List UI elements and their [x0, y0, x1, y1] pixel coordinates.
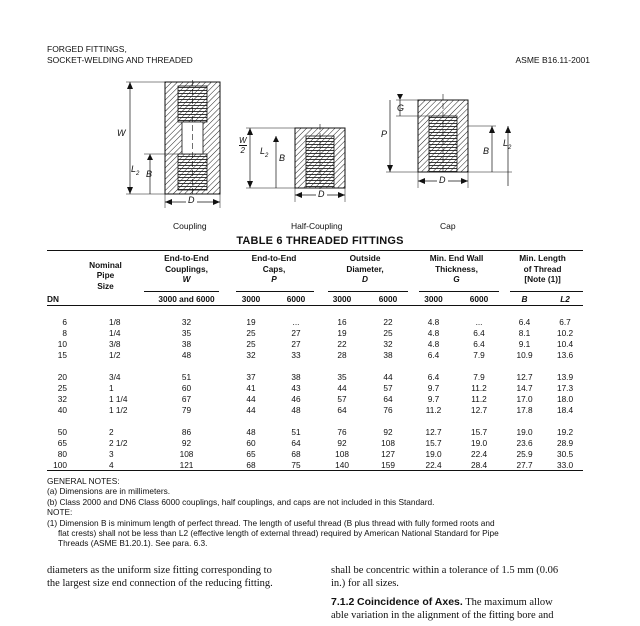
table-cell: 6.4 [518, 317, 531, 327]
cell-nps: 1 [109, 383, 114, 393]
table-cell: 19 [246, 317, 256, 327]
cell-nps: 1/8 [109, 317, 121, 327]
header-d: Outside Diameter, D [346, 253, 384, 284]
table-cell: 64 [383, 394, 393, 404]
table-cell: 68 [246, 460, 256, 470]
note-title: NOTE: [47, 507, 73, 518]
table-cell: 22.4 [425, 460, 442, 470]
table-row [47, 350, 583, 361]
table-cell: 108 [335, 449, 349, 459]
table-cell: 92 [383, 427, 393, 437]
table-cell: 76 [383, 405, 393, 415]
table-cell: 79 [181, 405, 192, 415]
table-cell: 19.0 [425, 449, 442, 459]
note-1-line-1: (1) Dimension B is minimum length of perfect thread. The length of useful thread (B plus thread with fully formed roots and [47, 517, 495, 528]
table-cell: 44 [383, 372, 393, 382]
table-row [47, 449, 583, 460]
table-cell: 32 [181, 317, 192, 327]
body-right-column [331, 564, 591, 622]
table-cell: 140 [335, 460, 349, 470]
cell-nps: 1 1/2 [109, 405, 128, 415]
table-cell: 27 [291, 328, 301, 338]
table-cell: 17.0 [516, 394, 533, 404]
body-left-line-1: diameters as the uniform size fitting corresponding to [47, 565, 272, 576]
table-cell: 121 [179, 460, 194, 470]
table-cell: 13.9 [556, 372, 574, 382]
table-cell: 41 [246, 383, 256, 393]
table-row [47, 317, 583, 328]
coupling-d-label: D [188, 195, 195, 205]
sub-g3000: 3000 [424, 293, 443, 304]
table-cell: 6.7 [559, 317, 571, 327]
table-cell: 19.0 [516, 427, 533, 437]
body-right-line-4: able variation in the alignment of the fitting bore and [331, 610, 554, 621]
table-cell: 27.7 [516, 460, 533, 470]
table-cell: 28 [337, 350, 347, 360]
half-coupling-drawing [246, 124, 345, 202]
cap-l2-label: $L_2$ [503, 138, 512, 151]
half-coupling-b-label: B [279, 153, 286, 163]
table-cell: 12.7 [470, 405, 488, 415]
table-cell: 64 [291, 438, 301, 448]
table-row [47, 339, 583, 350]
table-row [47, 460, 583, 471]
table-cell: 32 [383, 339, 393, 349]
table-cell: 108 [179, 449, 194, 459]
section-7-1-2 [331, 596, 591, 609]
cell-dn: 100 [53, 460, 67, 470]
table-cell: 22 [337, 339, 347, 349]
table-cell: 33.0 [556, 460, 574, 470]
coupling-drawing [126, 80, 220, 208]
table-cell: 48 [291, 405, 301, 415]
header-line-1: FORGED FITTINGS, [47, 44, 127, 54]
table-cell: 17.3 [556, 383, 574, 393]
table-row [47, 405, 583, 416]
table-cell: 11.2 [425, 405, 442, 415]
group-spacer [47, 416, 583, 427]
cell-dn: 20 [57, 372, 67, 382]
cell-nps: 1/4 [109, 328, 121, 338]
body-left-line-2: the largest size end connection of the reducing fitting. [47, 578, 273, 589]
cell-dn: 10 [57, 339, 67, 349]
cell-nps: 2 1/2 [109, 438, 128, 448]
cap-drawing [386, 94, 512, 188]
cell-nps: 2 [109, 427, 114, 437]
table-cell: 14.7 [516, 383, 533, 393]
table-cell: 68 [291, 449, 301, 459]
table-cell: 44 [246, 394, 256, 404]
table-cell: 6.4 [427, 350, 440, 360]
table-cell: 38 [181, 339, 192, 349]
coupling-l2-label: $L_2$ [131, 164, 140, 177]
table-cell: 60 [181, 383, 192, 393]
table-cell: 7.9 [473, 350, 485, 360]
table-cell: 22.4 [470, 449, 488, 459]
section-number: 7.1.2 [331, 596, 355, 608]
table-cell: 10.2 [556, 328, 574, 338]
table-cell: 25 [246, 339, 256, 349]
table-cell: 37 [246, 372, 256, 382]
table-cell: 43 [291, 383, 301, 393]
header-b: Min. Length of Thread [Note (1)] [519, 253, 566, 284]
table-cell: 4.8 [427, 317, 440, 327]
half-coupling-caption: Half-Coupling [291, 221, 343, 231]
sub-l2: L2 [560, 293, 570, 304]
sub-g6000: 6000 [469, 293, 489, 304]
group-spacer [47, 306, 583, 317]
table-cell: 76 [337, 427, 347, 437]
cell-dn: 25 [57, 383, 67, 393]
table-cell: 108 [381, 438, 395, 448]
table-notes [47, 476, 587, 549]
header-nps: Nominal Pipe Size [89, 259, 122, 291]
table-cell: 25.9 [516, 449, 533, 459]
table-cell: 11.2 [471, 383, 487, 393]
table-cell: 18.4 [556, 405, 574, 415]
table-row [47, 372, 583, 383]
body-right-line-1: shall be concentric within a tolerance of 1.5 mm (0.06 [331, 565, 559, 576]
table-cell: 15.7 [470, 427, 488, 437]
table-cell: 6.4 [473, 328, 485, 338]
cell-dn: 50 [57, 427, 67, 437]
table-cell: 35 [181, 328, 192, 338]
table-cell: 46 [291, 394, 301, 404]
table-cell: 8.1 [518, 328, 531, 338]
table-cell: 30.5 [556, 449, 574, 459]
table-cell: 9.7 [427, 383, 440, 393]
header-line-2: SOCKET-WELDING AND THREADED [47, 55, 193, 65]
body-right-line-2: in.) for all sizes. [331, 578, 399, 589]
half-coupling-d-label: D [318, 189, 325, 199]
cell-dn: 65 [57, 438, 67, 448]
table-row [47, 427, 583, 438]
cell-nps: 4 [109, 460, 114, 470]
coupling-b-label: B [146, 169, 153, 179]
doc-header-left [47, 44, 193, 66]
table-cell: 127 [381, 449, 395, 459]
table-row [47, 438, 583, 449]
header-dn: DN [47, 293, 59, 304]
table-cell: 23.6 [516, 438, 533, 448]
sub-d3000: 3000 [332, 293, 352, 304]
cell-dn: 8 [62, 328, 67, 338]
general-note-b: (b) Class 2000 and DN6 Class 6000 couplings, half couplings, and caps are not included in this Standard. [47, 496, 435, 507]
table-cell: 6.4 [427, 372, 440, 382]
table-cell: 57 [337, 394, 347, 404]
cell-dn: 40 [57, 405, 67, 415]
header-g: Min. End Wall Thickness, G [429, 253, 484, 284]
cell-nps: 1/2 [109, 350, 121, 360]
general-notes-title: GENERAL NOTES: [47, 476, 120, 486]
cell-nps: 3/8 [109, 339, 121, 349]
table-cell: 51 [291, 427, 301, 437]
table-cell: 51 [181, 372, 192, 382]
doc-header-right: ASME B16.11-2001 [515, 55, 590, 65]
section-text: The maximum allow [462, 597, 553, 608]
cell-dn: 32 [57, 394, 67, 404]
cell-dn: 15 [57, 350, 67, 360]
table-row [47, 383, 583, 394]
table-cell: 10.9 [516, 350, 533, 360]
threaded-fittings-table [47, 251, 583, 471]
table-cell: 27 [291, 339, 301, 349]
section-title: Coincidence of Axes. [356, 596, 463, 608]
table-cell: 35 [337, 372, 347, 382]
table-cell: 12.7 [516, 372, 533, 382]
coupling-caption: Coupling [173, 221, 207, 231]
table-cell: 44 [337, 383, 347, 393]
cell-nps: 3 [109, 449, 114, 459]
table-cell: 4.8 [427, 339, 440, 349]
table-cell: 9.1 [518, 339, 531, 349]
cap-b-label: B [483, 146, 490, 156]
table-cell: 48 [246, 427, 256, 437]
table-cell: 13.6 [556, 350, 574, 360]
table-cell: 25 [246, 328, 256, 338]
cell-dn: 80 [57, 449, 67, 459]
table-cell: 10.4 [556, 339, 574, 349]
sub-b: B [521, 293, 528, 304]
table-cell: 19.2 [556, 427, 574, 437]
table-title: TABLE 6 THREADED FITTINGS [236, 235, 404, 247]
table-cell: 38 [291, 372, 301, 382]
table-cell: 64 [337, 405, 347, 415]
table-cell: 48 [181, 350, 192, 360]
header-p: End-to-End Caps, P [251, 253, 297, 284]
table-cell: ... [292, 317, 300, 327]
table-cell: 86 [181, 427, 192, 437]
table-cell: 33 [291, 350, 301, 360]
table-cell: 28.4 [470, 460, 488, 470]
table-cell: 159 [381, 460, 395, 470]
table-cell: 19 [337, 328, 347, 338]
table-row [47, 394, 583, 405]
table-cell: 32 [246, 350, 256, 360]
table-body [47, 306, 583, 471]
cap-caption: Cap [440, 221, 456, 231]
table-cell: 12.7 [425, 427, 442, 437]
table-cell: 7.9 [473, 372, 485, 382]
sub-w: 3000 and 6000 [158, 293, 215, 304]
half-coupling-w-label: W 2 [239, 136, 247, 155]
cell-nps: 3/4 [109, 372, 121, 382]
cap-d-label: D [439, 175, 446, 185]
table-cell: 92 [181, 438, 192, 448]
table-cell: 22 [383, 317, 393, 327]
table-cell: 4.8 [427, 328, 440, 338]
table-cell: 25 [383, 328, 393, 338]
table-cell: 18.0 [556, 394, 574, 404]
table-cell: 57 [383, 383, 393, 393]
table-cell: 16 [337, 317, 347, 327]
table-cell: 11.2 [471, 394, 487, 404]
table-cell: 92 [337, 438, 347, 448]
note-1-line-2: flat crests) shall not be less than L2 (effective length of external thread) required by American National Standard for Pipe [58, 528, 499, 539]
group-spacer [47, 361, 583, 372]
table-cell: 6.4 [473, 339, 485, 349]
cap-g-label: G [397, 103, 405, 113]
coupling-w-label: W [117, 128, 126, 138]
table-cell: ... [475, 317, 483, 327]
table-cell: 75 [291, 460, 301, 470]
table-cell: 38 [383, 350, 393, 360]
table-cell: 65 [246, 449, 256, 459]
cell-nps: 1 1/4 [109, 394, 128, 404]
note-1-line-3: Threads (ASME B1.20.1). See para. 6.3. [58, 538, 208, 549]
table-cell: 19.0 [470, 438, 488, 448]
body-left-column [47, 564, 312, 590]
table-cell: 15.7 [425, 438, 442, 448]
sub-p3000: 3000 [241, 293, 261, 304]
table-cell: 17.8 [516, 405, 533, 415]
sub-d6000: 6000 [378, 293, 398, 304]
sub-p6000: 6000 [286, 293, 306, 304]
header-w: End-to-End Couplings, W [164, 253, 209, 284]
table-cell: 60 [246, 438, 256, 448]
table-row [47, 328, 583, 339]
table-cell: 28.9 [556, 438, 574, 448]
table-cell: 9.7 [427, 394, 440, 404]
table-cell: 67 [181, 394, 192, 404]
cell-dn: 6 [62, 317, 67, 327]
half-coupling-l2-label: $L_2$ [260, 146, 269, 159]
cap-p-label: P [381, 129, 388, 139]
general-note-a: (a) Dimensions are in millimeters. [47, 486, 171, 497]
table-cell: 44 [246, 405, 256, 415]
